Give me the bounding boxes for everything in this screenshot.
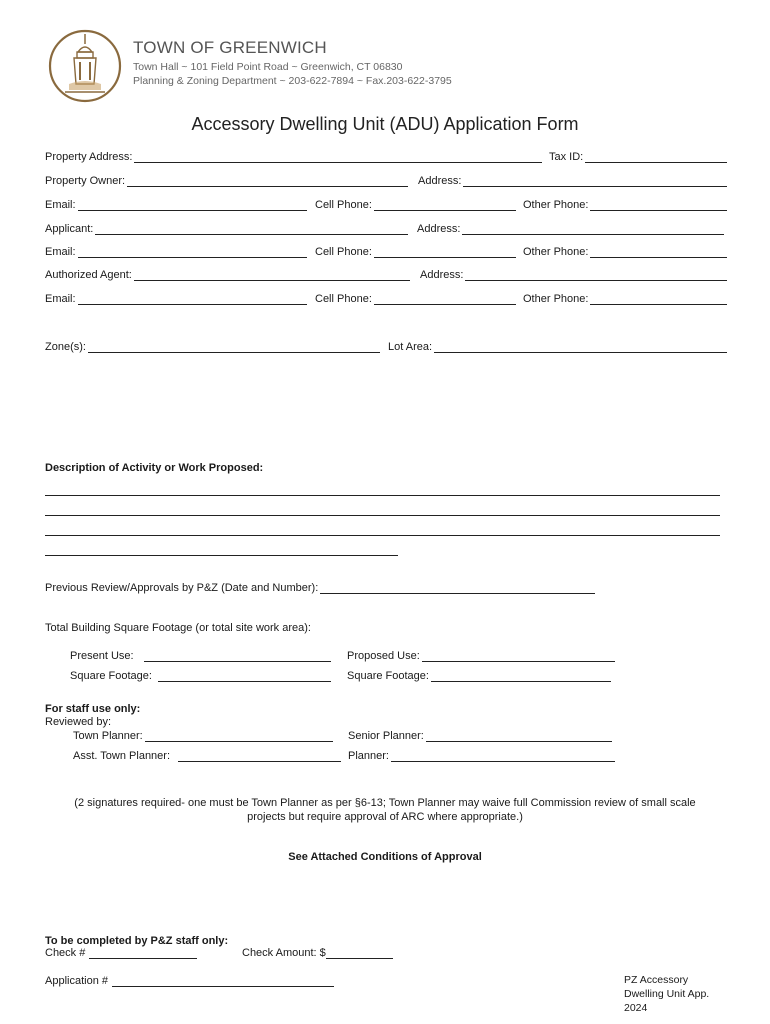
property-owner-label: Property Owner: [45,175,126,187]
tax-id-field[interactable] [549,151,727,163]
proposed-use-field[interactable] [347,650,615,662]
check-amount-field[interactable] [242,947,393,959]
owner-other-phone-label: Other Phone: [523,199,589,211]
town-planner-field[interactable] [73,730,333,742]
zones-label: Zone(s): [45,341,86,353]
applicant-address-label: Address: [417,223,461,235]
agent-other-phone-field[interactable] [523,293,727,305]
applicant-label: Applicant: [45,223,94,235]
tax-id-label: Tax ID: [549,151,584,163]
senior-planner-label: Senior Planner: [348,730,424,742]
applicant-cell-label: Cell Phone: [315,246,372,258]
authorized-agent-label: Authorized Agent: [45,269,132,281]
description-line-2[interactable] [45,515,720,516]
owner-address-label: Address: [418,175,462,187]
department-line: Planning & Zoning Department ~ 203-622-7894 ~ Fax.203-622-3795 [133,75,452,87]
footer-form-id: PZ Accessory Dwelling Unit App. 2024 [624,974,710,1014]
reviewed-by-label: Reviewed by: [45,716,112,728]
signature-note-line-2: projects but require approval of ARC where appropriate.) [247,811,523,823]
square-footage-heading: Total Building Square Footage (or total site work area): [45,622,311,634]
asst-town-planner-field[interactable] [73,750,341,762]
town-planner-label: Town Planner: [73,730,143,742]
applicant-email-field[interactable] [45,246,307,258]
applicant-address-field[interactable] [417,223,724,235]
town-hall-cupola-icon [47,28,123,104]
applicant-email-label: Email: [45,246,76,258]
applicant-field[interactable] [45,223,408,235]
owner-other-phone-field[interactable] [523,199,727,211]
previous-review-label: Previous Review/Approvals by P&Z (Date and Number): [45,582,319,594]
check-amount-label: Check Amount: $ [242,947,326,959]
agent-cell-label: Cell Phone: [315,293,372,305]
property-address-field[interactable] [45,151,542,163]
agent-email-label: Email: [45,293,76,305]
description-line-3[interactable] [45,535,720,536]
applicant-cell-field[interactable] [315,246,516,258]
owner-address-field[interactable] [418,175,727,187]
property-address-label: Property Address: [45,151,133,163]
application-number-field[interactable] [45,975,334,987]
applicant-other-phone-label: Other Phone: [523,246,589,258]
previous-review-field[interactable] [45,582,595,594]
agent-other-phone-label: Other Phone: [523,293,589,305]
lot-area-label: Lot Area: [388,341,433,353]
pz-staff-heading: To be completed by P&Z staff only: [45,935,229,947]
zones-field[interactable] [45,341,380,353]
form-title: Accessory Dwelling Unit (ADU) Application Form [191,114,579,134]
signature-note-line-1: (2 signatures required- one must be Town Planner as per §6-13; Town Planner may waive full Commission review of small scale [74,797,696,809]
owner-cell-field[interactable] [315,199,516,211]
lot-area-field[interactable] [388,341,727,353]
present-square-footage-field[interactable] [70,670,331,682]
present-use-field[interactable] [70,650,331,662]
agent-address-label: Address: [420,269,464,281]
present-use-label: Present Use: [70,650,134,662]
present-square-footage-label: Square Footage: [70,670,152,682]
address-line: Town Hall ~ 101 Field Point Road ~ Greenwich, CT 06830 [133,61,403,73]
town-name: TOWN OF GREENWICH [133,38,327,57]
asst-town-planner-label: Asst. Town Planner: [73,750,171,762]
owner-email-label: Email: [45,199,76,211]
property-owner-field[interactable] [45,175,408,187]
description-line-4[interactable] [45,555,398,556]
proposed-square-footage-label: Square Footage: [347,670,429,682]
senior-planner-field[interactable] [348,730,612,742]
agent-email-field[interactable] [45,293,307,305]
proposed-use-label: Proposed Use: [347,650,420,662]
description-line-1[interactable] [45,495,720,496]
description-heading: Description of Activity or Work Proposed: [45,462,264,474]
check-number-label: Check # [45,947,86,959]
staff-use-heading: For staff use only: [45,703,141,715]
application-number-label: Application # [45,975,108,987]
planner-label: Planner: [348,750,389,762]
proposed-square-footage-field[interactable] [347,670,611,682]
authorized-agent-field[interactable] [45,269,410,281]
agent-address-field[interactable] [420,269,727,281]
planner-field[interactable] [348,750,615,762]
owner-email-field[interactable] [45,199,307,211]
conditions-of-approval: See Attached Conditions of Approval [288,851,482,863]
applicant-other-phone-field[interactable] [523,246,727,258]
owner-cell-label: Cell Phone: [315,199,372,211]
agent-cell-field[interactable] [315,293,516,305]
check-number-field[interactable] [45,947,197,959]
